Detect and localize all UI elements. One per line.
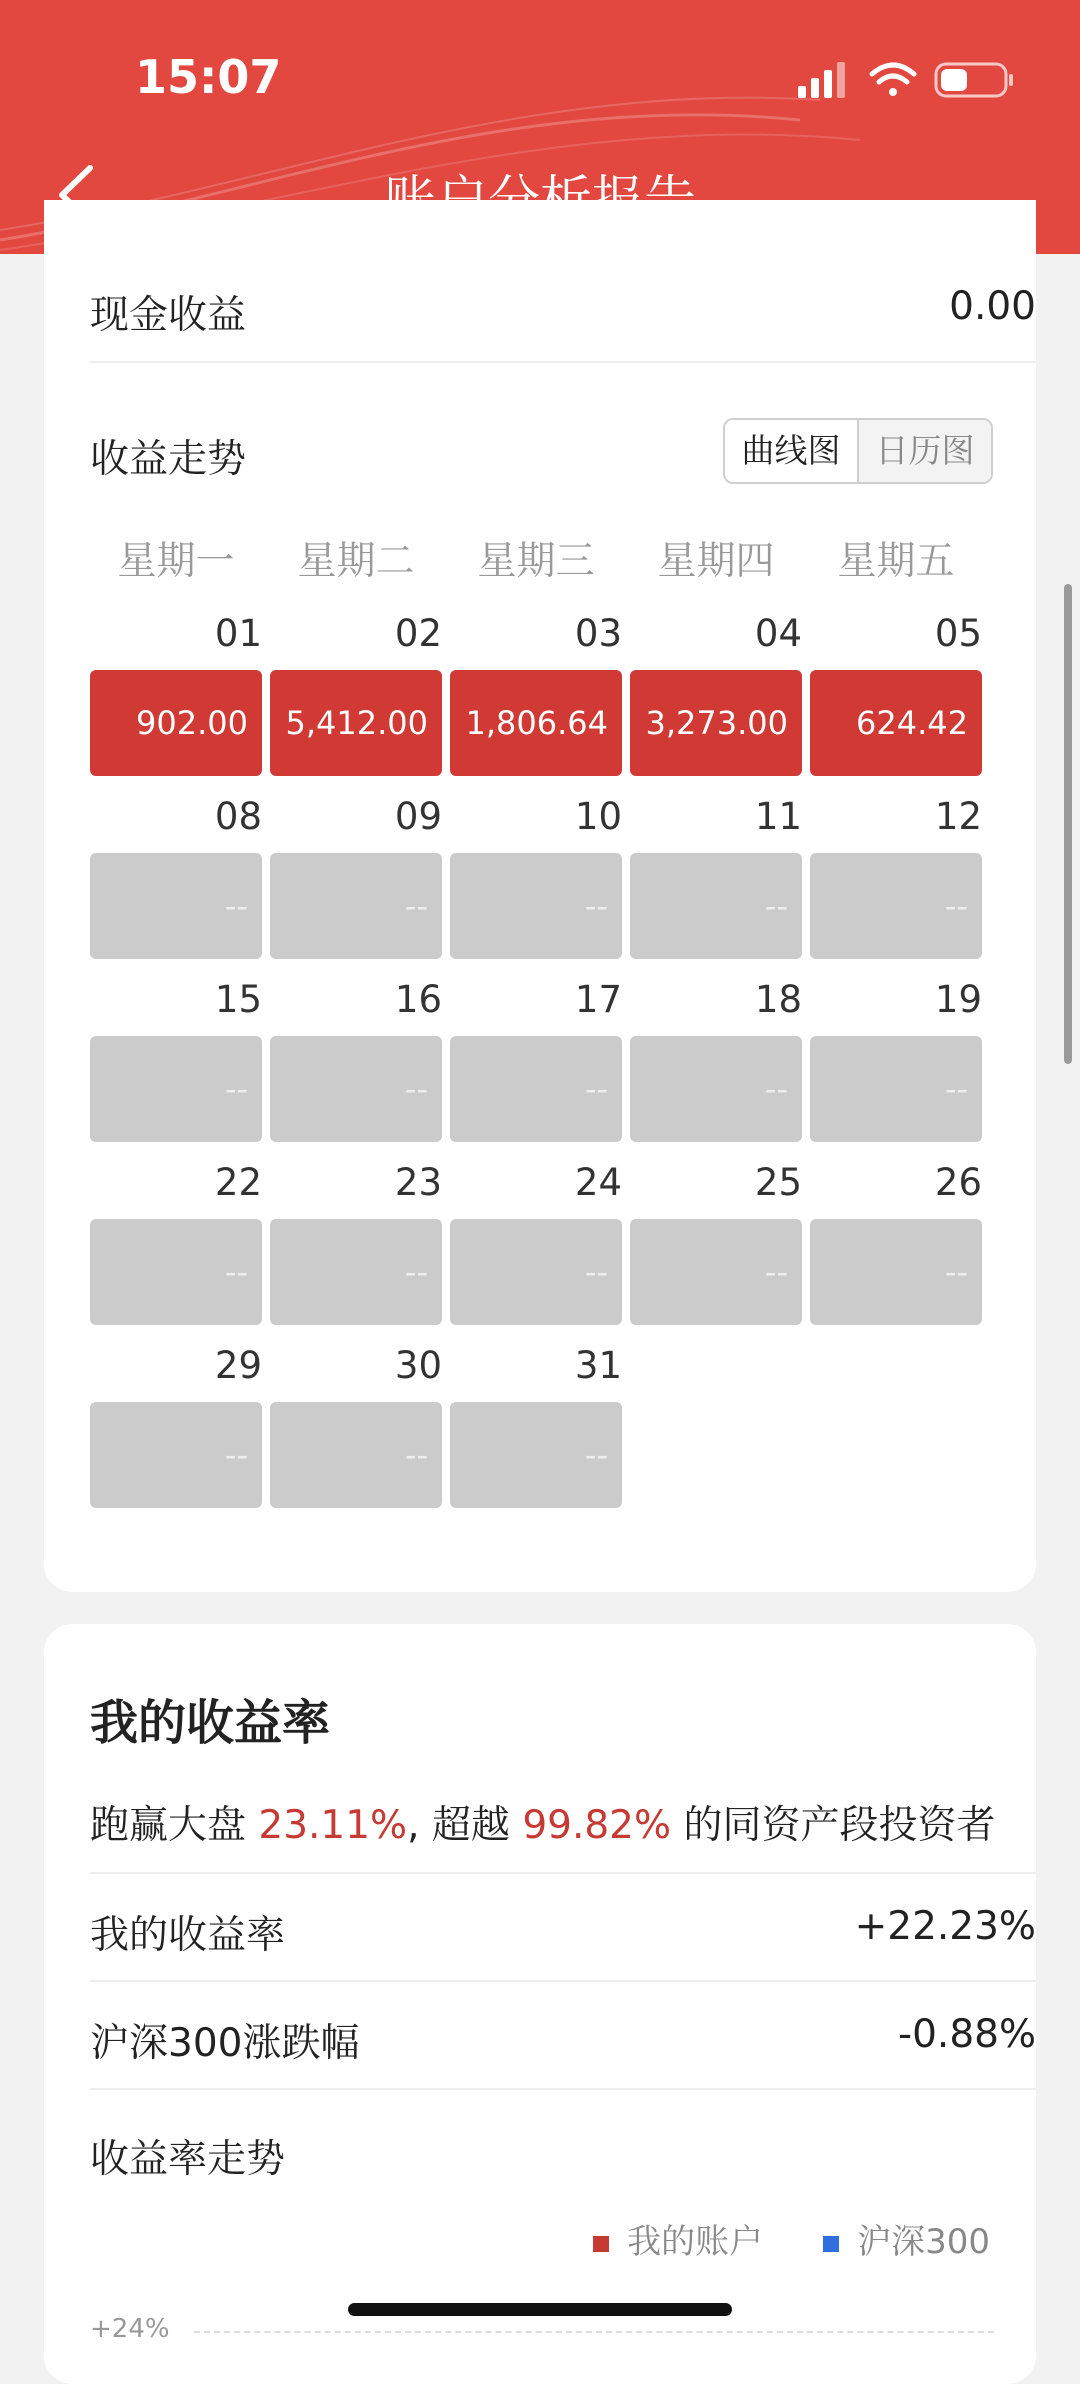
my-rate-value: +22.23% (854, 1904, 1036, 1949)
rate-title: 我的收益率 (90, 1695, 331, 1751)
cash-income-label: 现金收益 (90, 293, 247, 338)
legend-swatch (823, 2236, 839, 2252)
calendar-day-cell[interactable]: -- (90, 1402, 262, 1508)
calendar-date: 25 (754, 1161, 802, 1204)
weekday-label: 星期四 (657, 539, 775, 584)
calendar-date: 29 (214, 1344, 262, 1387)
calendar-date: 30 (394, 1344, 442, 1387)
beat-text-part: , 超越 (407, 1803, 523, 1848)
calendar-day-cell[interactable]: 1,806.64 (450, 670, 622, 776)
legend-label: 沪深300 (857, 2222, 990, 2262)
calendar-date: 10 (574, 795, 622, 838)
calendar-date: 01 (214, 612, 262, 655)
hs300-value: -0.88% (898, 2012, 1036, 2057)
legend-label: 我的账户 (627, 2222, 764, 2262)
hs300-label: 沪深300涨跌幅 (90, 2021, 360, 2066)
calendar-day-cell[interactable]: -- (270, 853, 442, 959)
calendar-day-cell[interactable]: -- (90, 853, 262, 959)
divider (90, 1980, 1036, 1982)
beat-text-part: 跑赢大盘 (90, 1803, 259, 1848)
calendar-day-cell[interactable]: -- (450, 1036, 622, 1142)
calendar-day-cell[interactable]: -- (90, 1219, 262, 1325)
home-indicator[interactable] (348, 2303, 732, 2316)
grid-line (194, 2331, 994, 2333)
chart-type-toggle (723, 418, 993, 484)
calendar-date: 08 (214, 795, 262, 838)
beat-market-text (90, 1794, 995, 1850)
calendar-day-cell[interactable]: -- (450, 1219, 622, 1325)
calendar-date: 26 (934, 1161, 982, 1204)
wifi-icon (872, 65, 914, 96)
calendar-day-cell[interactable]: -- (90, 1036, 262, 1142)
battery-icon (936, 64, 1013, 96)
calendar-day-cell[interactable]: -- (810, 1219, 982, 1325)
calendar-day-cell[interactable]: 3,273.00 (630, 670, 802, 776)
calendar-day-cell[interactable]: -- (630, 853, 802, 959)
weekday-label: 星期三 (477, 539, 595, 584)
weekday-label: 星期二 (297, 539, 415, 584)
weekday-label: 星期一 (117, 539, 235, 584)
calendar-day-cell[interactable]: 5,412.00 (270, 670, 442, 776)
calendar-day-cell[interactable]: -- (270, 1219, 442, 1325)
calendar-date: 09 (394, 795, 442, 838)
calendar-date: 15 (214, 978, 262, 1021)
divider (90, 2088, 1036, 2090)
calendar-day-cell[interactable]: -- (810, 1036, 982, 1142)
cash-income-value: 0.00 (949, 284, 1036, 329)
divider (90, 361, 1036, 363)
calendar-date: 02 (394, 612, 442, 655)
calendar-day-cell[interactable]: 624.42 (810, 670, 982, 776)
calendar-date: 04 (754, 612, 802, 655)
rate-trend-label: 收益率走势 (90, 2137, 286, 2182)
calendar-day-cell[interactable]: -- (450, 853, 622, 959)
divider (90, 1872, 1036, 1874)
beat-market-value: 23.11% (258, 1803, 408, 1848)
calendar-date: 05 (934, 612, 982, 655)
status-icons (798, 58, 1018, 102)
calendar-day-cell[interactable]: -- (630, 1036, 802, 1142)
calendar-day-cell[interactable]: -- (630, 1219, 802, 1325)
trend-label: 收益走势 (90, 437, 247, 482)
calendar-date: 17 (574, 978, 622, 1021)
calendar-day-cell[interactable]: -- (270, 1402, 442, 1508)
calendar-date: 03 (574, 612, 622, 655)
cellular-signal-icon (798, 62, 845, 98)
calendar-date: 24 (574, 1161, 622, 1204)
income-card (44, 200, 1036, 1592)
y-axis-tick: +24% (90, 2314, 170, 2344)
calendar-day-cell[interactable]: -- (270, 1036, 442, 1142)
legend-item-hs300 (823, 2214, 990, 2263)
calendar-date: 23 (394, 1161, 442, 1204)
calendar-date: 16 (394, 978, 442, 1021)
tab-calendar-chart[interactable]: 日历图 (859, 420, 991, 482)
calendar-day-cell[interactable]: -- (810, 853, 982, 959)
calendar-date: 22 (214, 1161, 262, 1204)
beat-investors-value: 99.82% (522, 1803, 672, 1848)
scrollbar[interactable] (1064, 584, 1072, 1064)
legend-item-my-account (593, 2214, 763, 2263)
calendar-date: 31 (574, 1344, 622, 1387)
weekday-label: 星期五 (837, 539, 955, 584)
calendar-date: 19 (934, 978, 982, 1021)
calendar-day-cell[interactable]: -- (450, 1402, 622, 1508)
beat-text-part: 的同资产段投资者 (671, 1803, 996, 1848)
chart-legend (593, 2214, 990, 2263)
tab-curve-chart[interactable]: 曲线图 (725, 420, 859, 482)
calendar-day-cell[interactable]: 902.00 (90, 670, 262, 776)
calendar-date: 11 (754, 795, 802, 838)
legend-swatch (593, 2236, 609, 2252)
rate-card (44, 1624, 1036, 2384)
status-time: 15:07 (135, 50, 282, 104)
calendar-date: 18 (754, 978, 802, 1021)
calendar-date: 12 (934, 795, 982, 838)
my-rate-label: 我的收益率 (90, 1913, 286, 1958)
